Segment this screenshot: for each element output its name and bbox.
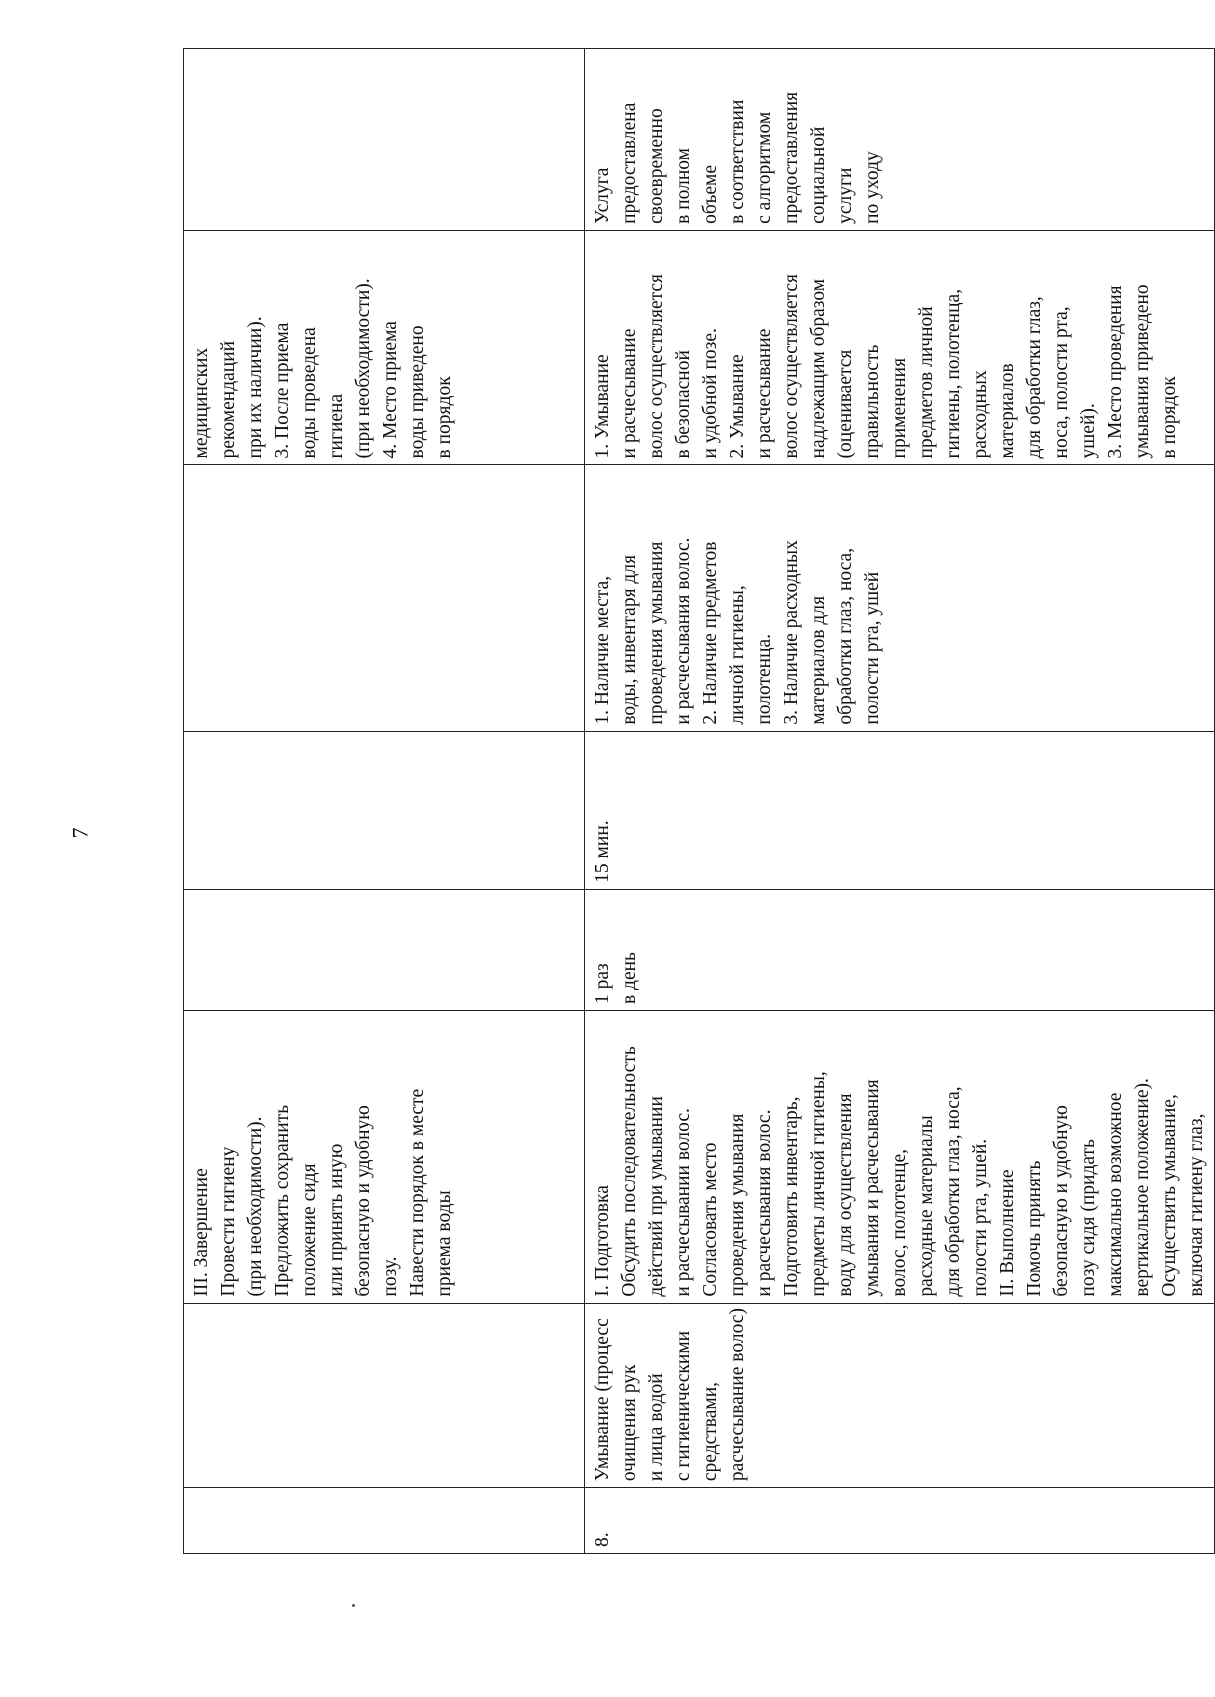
table-row-8: [585, 49, 1215, 1554]
cell-duration: [585, 731, 1215, 889]
cell-text-line: и расчесывании волос.: [673, 1108, 694, 1297]
cell-text-line: Обсудить последовательность: [619, 1046, 640, 1297]
cell-text-line: волос осуществляется: [781, 273, 802, 459]
cell-text-line: воды приведено: [407, 325, 428, 459]
cell-text-line: включая гигиену глаз,: [1186, 1113, 1207, 1297]
cell-text-line: правильность: [862, 344, 883, 459]
cell-conditions: [585, 465, 1215, 731]
cell-text-line: позу.: [380, 1256, 401, 1297]
cell-text-line: рекомендаций: [218, 340, 239, 459]
cell-text-line: 8.: [592, 1532, 613, 1547]
cell-text-line: проведения умывания: [646, 541, 667, 725]
cell-text-line: по уходу: [862, 151, 883, 224]
cell-text-line: безопасную и удобную: [353, 1105, 374, 1297]
cell-text-line: предоставления: [781, 91, 802, 224]
cell-text-line: вертикальное положение).: [1132, 1078, 1153, 1297]
cell-text-line: предоставлена: [619, 102, 640, 224]
cell-text-line: средствами,: [700, 1381, 721, 1482]
cell-text-line: в полном: [673, 147, 694, 224]
cell-text-line: максимально возможное: [1105, 1092, 1126, 1297]
cell-text-line: 3. Место проведения: [1105, 285, 1126, 459]
cell-text-line: Предложить сохранить: [272, 1104, 293, 1297]
cell-text-line: и расчесывание: [619, 328, 640, 459]
cell-frequency: [585, 889, 1215, 1010]
cell-text-line: 1 раз: [592, 963, 613, 1005]
cell-text-line: своевременно: [646, 108, 667, 224]
cell-conditions: [184, 465, 585, 731]
cell-result: [184, 49, 585, 231]
cell-text-line: для обработки глаз, носа,: [943, 1086, 964, 1297]
table-row-continuation: [184, 49, 585, 1554]
cell-text-line: Провести гигиену: [218, 1146, 239, 1297]
cell-text-line: (оценивается: [835, 349, 856, 459]
cell-text-line: с гигиеническими: [673, 1330, 694, 1482]
cell-text-line: (при необходимости).: [353, 278, 374, 459]
cell-text-line: медицинских: [191, 347, 212, 459]
cell-indicators: [585, 230, 1215, 465]
cell-text-line: воды проведена: [299, 327, 320, 459]
cell-content: [585, 1011, 1215, 1304]
cell-text-line: волос, полотенце,: [889, 1148, 910, 1297]
cell-text-line: безопасную и удобную: [1051, 1105, 1072, 1297]
cell-text-line: II. Выполнение: [997, 1169, 1018, 1297]
cell-text-line: с алгоритмом: [754, 111, 775, 224]
services-table-wrapper: [183, 48, 1207, 1554]
cell-text-line: в соответствии: [727, 99, 748, 224]
cell-text-line: в порядок: [1159, 376, 1180, 459]
cell-text-line: (при необходимости).: [245, 1116, 266, 1297]
cell-text-line: очищения рук: [619, 1364, 640, 1482]
cell-text-line: умывания и расчесывания: [862, 1079, 883, 1297]
cell-text-line: применения: [889, 357, 910, 459]
cell-text-line: гигиена: [326, 393, 347, 459]
cell-text-line: Подготовить инвентарь,: [781, 1096, 802, 1297]
cell-text-line: I. Подготовка: [592, 1185, 613, 1297]
cell-text-line: при их наличии).: [245, 316, 266, 459]
cell-text-line: и расчесывания волос.: [754, 1109, 775, 1297]
services-table: [183, 48, 1215, 1554]
cell-text-line: 1. Умывание: [592, 354, 613, 459]
cell-text-line: умывания приведено: [1132, 284, 1153, 459]
cell-num: [184, 1488, 585, 1554]
cell-text-line: воду для осуществления: [835, 1093, 856, 1297]
cell-text-line: или принять иную: [326, 1143, 347, 1297]
cell-service-name: [585, 1303, 1215, 1488]
cell-text-line: 3. Наличие расходных: [781, 540, 802, 725]
cell-text-line: расчесывание волос): [727, 1308, 748, 1482]
cell-text-line: Умывание (процесс: [592, 1318, 613, 1482]
page-number: 7: [67, 827, 93, 839]
cell-text-line: 2. Умывание: [727, 354, 748, 459]
cell-text-line: для обработки глаз,: [1024, 296, 1045, 459]
cell-text-line: действий при умывании: [646, 1096, 667, 1297]
cell-text-line: в порядок: [434, 376, 455, 459]
cell-text-line: расходных: [970, 370, 991, 459]
cell-text-line: 1. Наличие места,: [592, 575, 613, 725]
cell-text-line: и расчесывания волос.: [673, 537, 694, 725]
cell-text-line: Согласовать место: [700, 1142, 721, 1297]
cell-text-line: III. Завершение: [191, 1168, 212, 1297]
cell-text-line: проведения умывания: [727, 1113, 748, 1297]
cell-num: [585, 1488, 1215, 1554]
cell-result: [585, 49, 1215, 231]
cell-text-line: 2. Наличие предметов: [700, 541, 721, 725]
cell-text-line: полости рта, ушей.: [970, 1138, 991, 1297]
cell-text-line: и расчесывание: [754, 328, 775, 459]
cell-text-line: гигиены, полотенца,: [943, 288, 964, 459]
cell-text-line: положение сидя: [299, 1163, 320, 1297]
cell-text-line: обработки глаз, носа,: [835, 547, 856, 725]
cell-text-line: приема воды: [434, 1190, 455, 1297]
cell-text-line: объеме: [700, 164, 721, 224]
cell-content: [184, 1011, 585, 1304]
cell-text-line: Навести порядок в месте: [407, 1088, 428, 1297]
cell-text-line: и удобной позе.: [700, 328, 721, 459]
cell-text-line: Услуга: [592, 167, 613, 224]
cell-text-line: материалов: [997, 363, 1018, 459]
cell-text-line: 15 мин.: [592, 820, 613, 883]
cell-text-line: надлежащим образом: [808, 278, 829, 459]
cell-text-line: социальной: [808, 126, 829, 224]
cell-text-line: услуги: [835, 167, 856, 224]
cell-text-line: волос осуществляется: [646, 273, 667, 459]
cell-frequency: [184, 889, 585, 1010]
cell-text-line: носа, полости рта,: [1051, 306, 1072, 459]
cell-text-line: личной гигиены,: [727, 585, 748, 725]
cell-text-line: материалов для: [808, 595, 829, 725]
cell-text-line: предметов личной: [916, 306, 937, 459]
cell-text-line: ушей).: [1078, 403, 1099, 459]
cell-text-line: расходные материалы: [916, 1115, 937, 1297]
cell-text-line: 3. После приема: [272, 322, 293, 459]
cell-text-line: в безопасной: [673, 350, 694, 459]
cell-text-line: предметы личной гигиены,: [808, 1071, 829, 1297]
cell-text-line: полотенца.: [754, 633, 775, 725]
cell-text-line: 4. Место приема: [380, 321, 401, 459]
cell-indicators: [184, 230, 585, 465]
cell-text-line: в день: [619, 952, 640, 1005]
cell-text-line: полости рта, ушей: [862, 571, 883, 725]
cell-text-line: и лица водой: [646, 1373, 667, 1482]
cell-text-line: Помочь принять: [1024, 1160, 1045, 1297]
cell-text-line: воды, инвентаря для: [619, 554, 640, 725]
cell-duration: [184, 731, 585, 889]
scan-speck: [352, 1604, 355, 1607]
cell-text-line: Осуществить умывание,: [1159, 1094, 1180, 1297]
cell-service-name: [184, 1303, 585, 1488]
cell-text-line: позу сидя (придать: [1078, 1139, 1099, 1297]
